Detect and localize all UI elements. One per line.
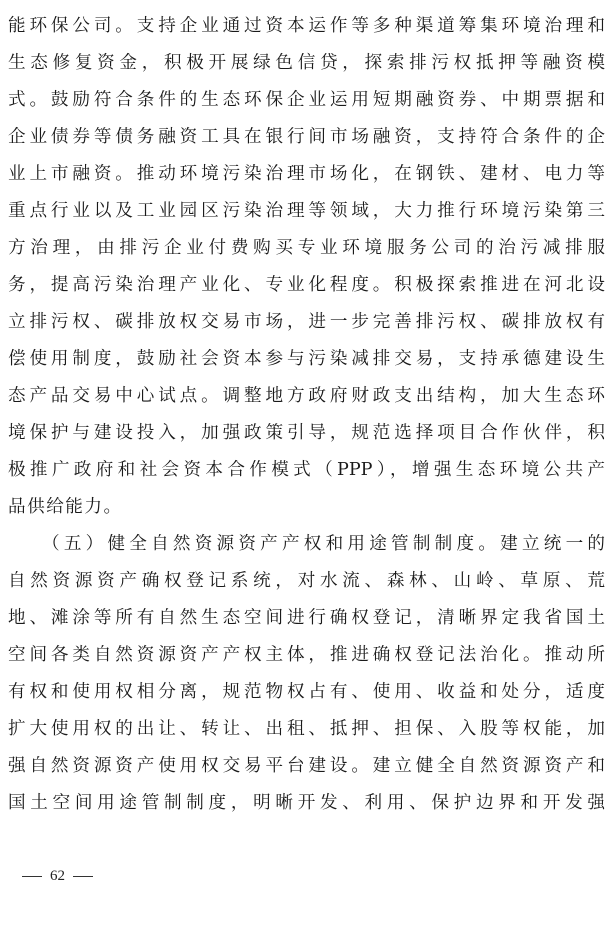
text-line-13: 极推广政府和社会资本合作模式（PPP），增强生态环境公共产 bbox=[8, 460, 605, 480]
text-line-17: 地、滩涂等所有自然生态空间进行确权登记，清晰界定我省国土 bbox=[8, 608, 605, 628]
text-line-3: 式。鼓励符合条件的生态环保企业运用短期融资券、中期票据和 bbox=[8, 90, 605, 110]
text-line-14: 品供给能力。 bbox=[8, 497, 123, 517]
text-line-2: 生态修复资金，积极开展绿色信贷，探索排污权抵押等融资模 bbox=[8, 53, 605, 73]
text-line-18: 空间各类自然资源资产产权主体，推进确权登记法治化。推动所 bbox=[8, 645, 605, 665]
page-footer bbox=[22, 868, 93, 885]
text-line-5: 业上市融资。推动环境污染治理市场化，在钢铁、建材、电力等 bbox=[8, 164, 605, 184]
text-line-11: 态产品交易中心试点。调整地方政府财政支出结构，加大生态环 bbox=[8, 386, 605, 406]
footer-dash-right bbox=[73, 876, 93, 877]
body-text bbox=[8, 8, 605, 822]
text-line-12: 境保护与建设投入，加强政策引导，规范选择项目合作伙伴，积 bbox=[8, 423, 605, 443]
footer-dash-left bbox=[22, 876, 42, 877]
text-line-10: 偿使用制度，鼓励社会资本参与污染减排交易，支持承德建设生 bbox=[8, 349, 605, 369]
text-line-1: 能环保公司。支持企业通过资本运作等多种渠道筹集环境治理和 bbox=[8, 16, 605, 36]
text-line-4: 企业债券等债务融资工具在银行间市场融资，支持符合条件的企 bbox=[8, 127, 605, 147]
text-line-9: 立排污权、碳排放权交易市场，进一步完善排污权、碳排放权有 bbox=[8, 312, 605, 332]
text-line-8: 务，提高污染治理产业化、专业化程度。积极探索推进在河北设 bbox=[8, 275, 605, 295]
text-line-19: 有权和使用权相分离，规范物权占有、使用、收益和处分，适度 bbox=[8, 682, 605, 702]
section-heading-line: （五）健全自然资源资产产权和用途管制制度。建立统一的 bbox=[42, 534, 605, 554]
text-line-20: 扩大使用权的出让、转让、出租、抵押、担保、入股等权能，加 bbox=[8, 719, 605, 739]
text-line-7: 方治理，由排污企业付费购买专业环境服务公司的治污减排服 bbox=[8, 238, 605, 258]
text-line-16: 自然资源资产确权登记系统，对水流、森林、山岭、草原、荒 bbox=[8, 571, 605, 591]
text-line-21: 强自然资源资产使用权交易平台建设。建立健全自然资源资产和 bbox=[8, 756, 605, 776]
page-number: 62 bbox=[50, 868, 65, 884]
text-line-6: 重点行业以及工业园区污染治理等领域，大力推行环境污染第三 bbox=[8, 201, 605, 221]
text-line-22: 国土空间用途管制制度，明晰开发、利用、保护边界和开发强 bbox=[8, 793, 605, 813]
